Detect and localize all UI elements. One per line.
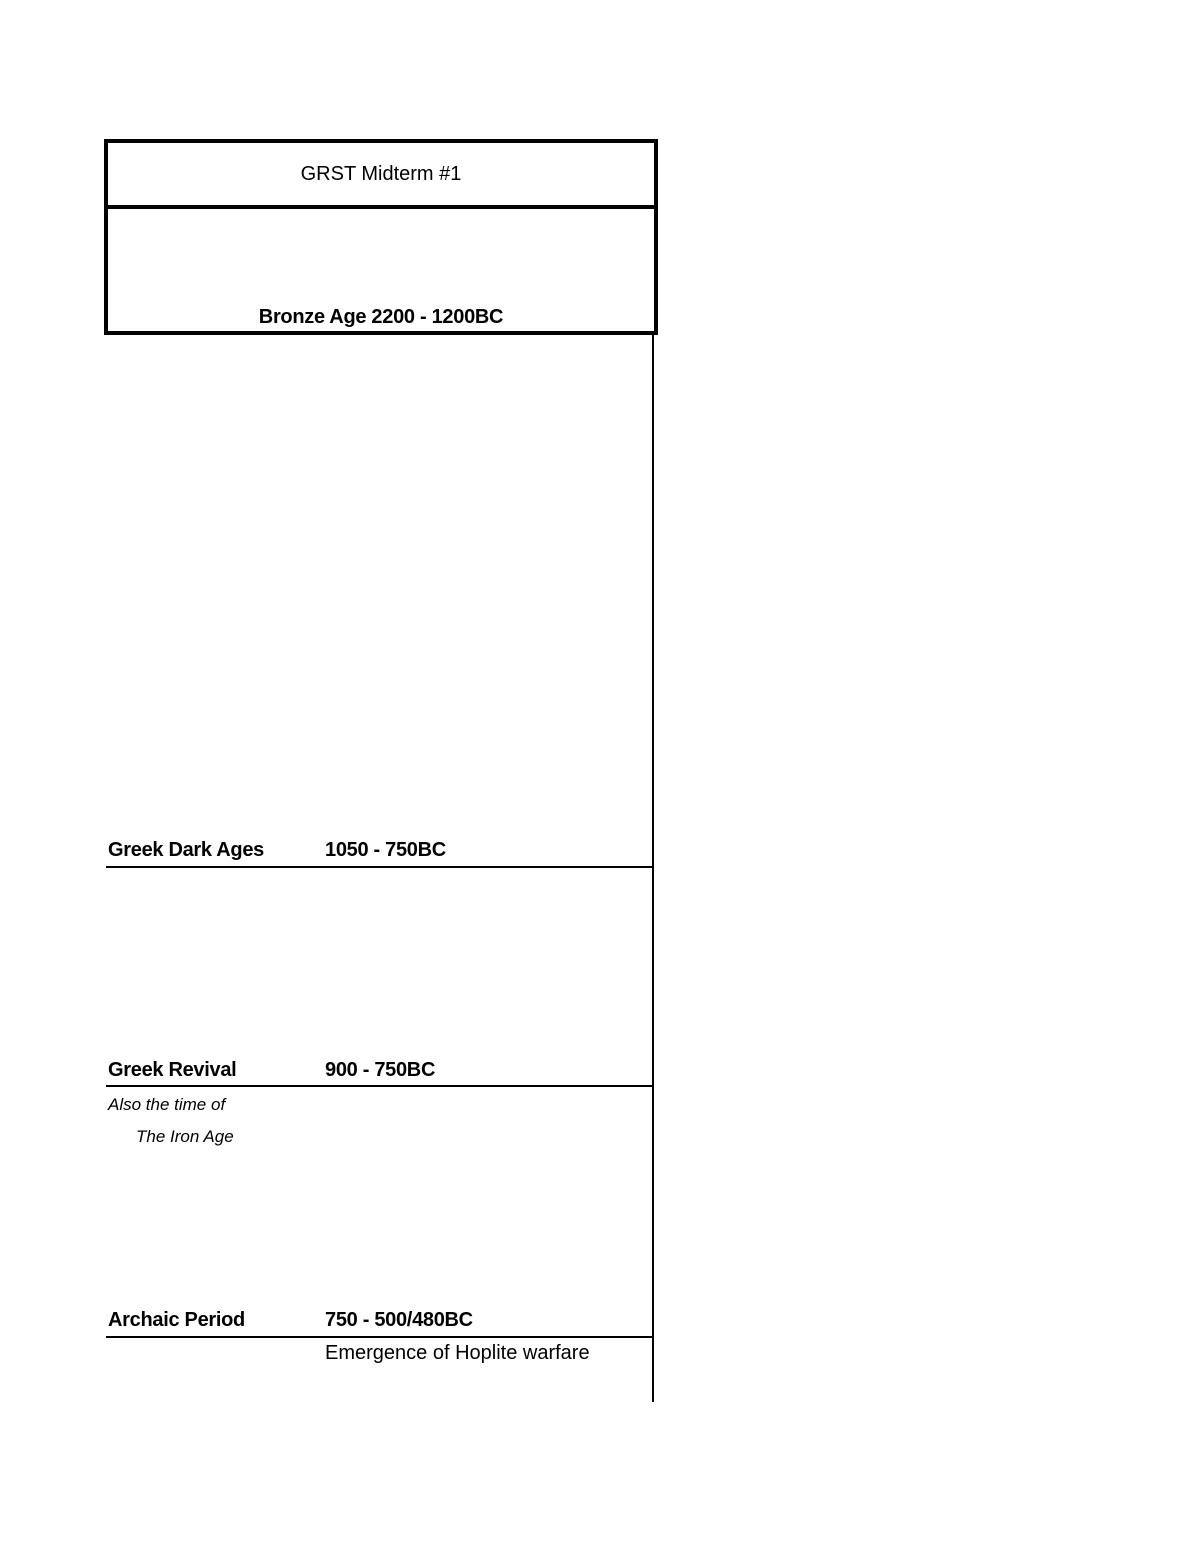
era-divider-greek-revival (106, 1085, 654, 1087)
era-note-line-1: Also the time of (108, 1095, 226, 1114)
era-dates-archaic-period: 750 - 500/480BC (325, 1309, 473, 1331)
timeline-vertical-line (652, 335, 654, 1402)
era-dates-greek-dark-ages: 1050 - 750BC (325, 839, 446, 861)
era-name-greek-dark-ages: Greek Dark Ages (108, 839, 264, 861)
era-detail-archaic-period: Emergence of Hoplite warfare (325, 1342, 590, 1364)
bronze-age-label: Bronze Age 2200 - 1200BC (258, 306, 504, 328)
era-name-archaic-period: Archaic Period (108, 1309, 245, 1331)
era-divider-greek-dark-ages (106, 866, 654, 868)
era-note-line-2: The Iron Age (136, 1127, 234, 1146)
page-title: GRST Midterm #1 (300, 162, 462, 185)
title-box (104, 139, 658, 209)
era-name-greek-revival: Greek Revival (108, 1059, 237, 1081)
era-dates-greek-revival: 900 - 750BC (325, 1059, 436, 1081)
era-divider-archaic-period (106, 1336, 654, 1338)
